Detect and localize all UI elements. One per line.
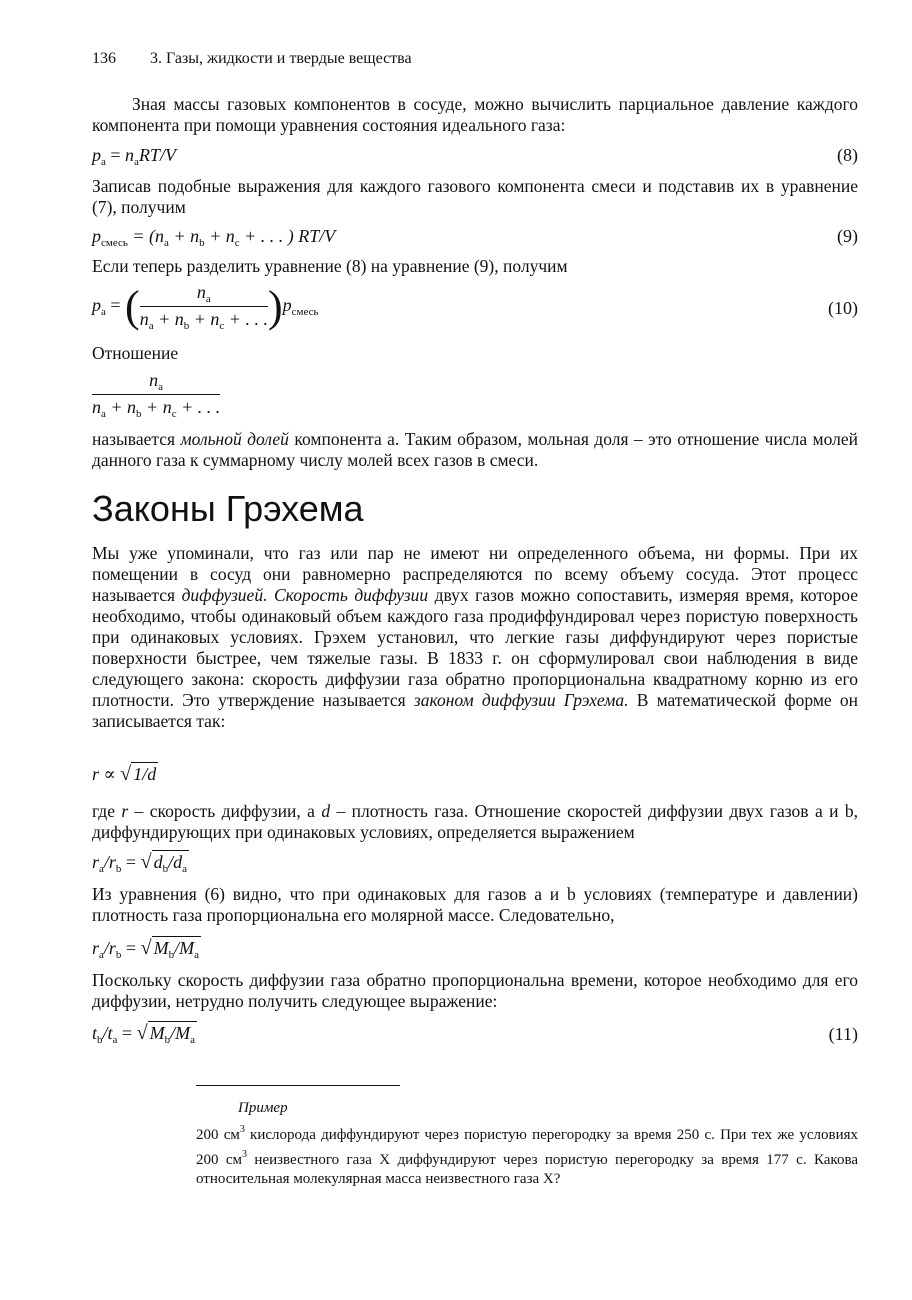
eqd-sqrt xyxy=(141,851,189,875)
eq11-sub-4: a xyxy=(190,1034,195,1046)
ex-sup-1: 3 xyxy=(239,1124,245,1135)
eq9-sub-c: c xyxy=(234,237,240,249)
eqm-equals: = xyxy=(121,938,141,958)
ratio-den-sub-a: a xyxy=(101,408,106,420)
prop-symbol: ∝ xyxy=(99,764,121,784)
equation-9 xyxy=(92,226,335,249)
eq11-slash2: /M xyxy=(170,1023,191,1043)
eq9-rhs: = (n xyxy=(127,226,165,246)
ratio-den-sub-b: b xyxy=(136,408,142,420)
ratio-numerator xyxy=(92,370,220,395)
p6-text-3: двух газов можно сопоставить, измеряя время, которое необходимо, чтобы одинаковый объем каждого газа продиффундировал через пористую поверхность при одинаковых условиях. Грэхем установил, что легкие газы диффундируют через пористые поверхности быстрее, чем тяжелые газы. В 1833 г. он сформулировал свои наблюдения в виде следующего закона: скорость диффузии газа обратно пропорциональна квадратному корню из его плотности. Это утверждение называется xyxy=(92,585,859,710)
eqd-r1: r xyxy=(92,852,100,872)
eq8-sub-a: a xyxy=(101,156,106,168)
paragraph-time-relation: Поскольку скорость диффузии газа обратно пропорциональна времени, которое необходимо для его диффузии, нетрудно получить следующее выражение: xyxy=(92,970,858,1011)
equation-11-number: (11) xyxy=(828,1024,858,1044)
eq8-p: p xyxy=(92,145,101,165)
eqm-sub-2: b xyxy=(115,949,122,961)
eq11-sub-3: b xyxy=(164,1034,171,1046)
equation-9-number: (9) xyxy=(837,226,858,246)
prop-sqrt-arg: 1/d xyxy=(133,764,157,784)
eqm-m1: M xyxy=(153,938,169,958)
eq9-plus-b: + n xyxy=(168,226,200,246)
eqm-sub-1: a xyxy=(99,949,104,961)
p7-text-1: где xyxy=(92,801,122,821)
eq11-slash: /t xyxy=(102,1023,113,1043)
eq11-sub-1: b xyxy=(97,1034,103,1046)
ratio-num-sub: a xyxy=(158,381,164,393)
term-mole-fraction: мольной долей xyxy=(180,429,289,449)
sqrt-sign: √ xyxy=(120,763,132,785)
eq10-num-sub: a xyxy=(205,293,211,305)
eq9-sub-b: b xyxy=(199,237,205,249)
eq10-den-nc: + n xyxy=(189,309,220,329)
eq10-p-mix-sub: смесь xyxy=(291,306,319,319)
page-number: 136 xyxy=(92,50,116,67)
term-graham-law: законом диффузии Грэхема. xyxy=(413,690,629,710)
ratio-den-nc: + n xyxy=(141,397,172,417)
ratio-fraction xyxy=(92,370,220,420)
eq11-t1: t xyxy=(92,1023,98,1043)
eq11-m1: M xyxy=(149,1023,165,1043)
eq10-den-nb: + n xyxy=(153,309,184,329)
ratio-den-na: n xyxy=(92,397,101,417)
paragraph-substitution: Записав подобные выражения для каждого газового компонента смеси и подставив их в уравнение (7), получим xyxy=(92,176,858,217)
eq10-right-paren: ) xyxy=(267,282,283,331)
eqm-sqrt xyxy=(141,937,201,961)
equation-8 xyxy=(92,145,176,168)
equation-rate-mass xyxy=(92,937,201,961)
p7-d: d xyxy=(321,801,331,821)
sqrt-sign: √ xyxy=(140,937,152,959)
eq8-n: n xyxy=(125,145,135,165)
eq10-den-tail: + . . . xyxy=(224,309,268,329)
eq11-sqrt-arg xyxy=(148,1021,197,1046)
eqd-slash: /r xyxy=(103,852,116,872)
ex-text-1: 200 см xyxy=(196,1127,240,1143)
eq10-p: p xyxy=(92,295,101,316)
equation-10-number: (10) xyxy=(828,298,858,318)
eqm-sub-3: b xyxy=(168,949,175,961)
equation-rate-density xyxy=(92,851,189,875)
eq9-plus-c: + n xyxy=(204,226,235,246)
ratio-denominator xyxy=(92,395,220,420)
eq11-sqrt xyxy=(137,1022,197,1046)
eqd-equals: = xyxy=(121,852,141,872)
paragraph-divide: Если теперь разделить уравнение (8) на уравнение (9), получим xyxy=(92,256,568,276)
eq10-equals: = xyxy=(105,295,126,316)
ex-sup-2: 3 xyxy=(242,1149,248,1160)
ex-text-3: неизвестного газа X диффундируют через пористую перегородку за время 177 с. Какова относительная молекулярная масса неизвестного газа X? xyxy=(196,1152,858,1187)
ratio-den-tail: + . . . xyxy=(176,397,221,417)
eqd-sub-2: b xyxy=(115,863,122,875)
chapter-title: 3. Газы, жидкости и твердые вещества xyxy=(150,50,412,67)
eq10-den-sub-a: a xyxy=(148,320,154,332)
eq10-den-sub-c: c xyxy=(219,320,225,332)
prop-sqrt xyxy=(120,763,158,786)
paragraph-partial-pressure: Зная массы газовых компонентов в сосуде, можно вычислить парциальное давление каждого компонента при помощи уравнения состояния идеального газа: xyxy=(92,94,858,135)
paragraph-molar-mass: Из уравнения (6) видно, что при одинаковых для газов a и b условиях (температуре и давлении) плотность газа пропорциональна его молярной массе. Следовательно, xyxy=(92,884,858,925)
eq10-fraction xyxy=(140,282,268,332)
eq11-equals: = xyxy=(117,1023,137,1043)
prop-r: r xyxy=(92,764,100,784)
eqd-sqrt-arg xyxy=(152,850,189,875)
page-header xyxy=(92,50,412,68)
eq10-left-paren: ( xyxy=(125,282,140,331)
sqrt-sign: √ xyxy=(140,851,152,873)
eq10-p-mix: p xyxy=(282,295,292,316)
eq9-sub-a: a xyxy=(164,237,169,249)
eq8-equals: = xyxy=(105,145,126,165)
eqm-r1: r xyxy=(92,938,100,958)
p7-text-2: – скорость диффузии, а xyxy=(128,801,322,821)
p5-after: компонента a. Таким образом, мольная доля – это отношение числа молей данного газа к суммарному числу молей всех газов в смеси. xyxy=(92,429,858,470)
equation-proportionality xyxy=(92,763,158,786)
eq10-numerator xyxy=(140,282,268,307)
eq8-rest: RT/V xyxy=(138,145,176,165)
p6-text-1: Мы уже упоминали, что газ или пар не имеют ни определенного объема, ни формы. При их помещении в сосуд они равномерно распределяются по всему объему сосуда. Этот процесс называется xyxy=(92,543,858,605)
sqrt-sign: √ xyxy=(136,1022,148,1044)
eq10-num-n: n xyxy=(196,282,206,302)
paragraph-ratio-label: Отношение xyxy=(92,343,179,363)
eqm-slash: /r xyxy=(103,938,116,958)
p7-text-3: – плотность газа. Отношение скоростей диффузии двух газов a и b, диффундирующих при одинаковых условиях, определяется выражением xyxy=(92,801,858,842)
eq9-tail: + . . . ) RT/V xyxy=(239,226,336,246)
eqd-d1: d xyxy=(153,852,163,872)
eq9-p: p xyxy=(92,226,101,246)
equation-11 xyxy=(92,1022,197,1046)
eq11-sub-2: a xyxy=(112,1034,118,1046)
paragraph-graham-law xyxy=(92,543,858,732)
eq10-denominator xyxy=(140,307,268,332)
term-diffusion-rate: Скорость диффузии xyxy=(274,585,429,605)
eqm-slash2: /M xyxy=(174,938,195,958)
example-title: Пример xyxy=(238,1100,288,1116)
equation-10 xyxy=(92,282,319,332)
p6-text-4: В математической форме он записывается так: xyxy=(92,690,858,731)
example-body xyxy=(196,1120,858,1189)
eq10-den-sub-b: b xyxy=(183,320,190,332)
mole-fraction-expression xyxy=(92,370,220,420)
eqd-slash2: /d xyxy=(168,852,183,872)
example-divider xyxy=(196,1085,400,1086)
eq8-sub-a2: a xyxy=(134,156,139,168)
eqm-sqrt-arg xyxy=(152,936,201,961)
eq10-den-na: n xyxy=(139,309,149,329)
ratio-den-sub-c: c xyxy=(171,408,177,420)
paragraph-mole-fraction xyxy=(92,429,858,471)
eq9-sub: смесь xyxy=(101,237,128,249)
term-diffusion: диффузией. xyxy=(181,585,268,605)
section-heading: Законы Грэхема xyxy=(92,488,364,529)
paragraph-where-r-d xyxy=(92,801,858,843)
p5-before: называется xyxy=(92,429,181,449)
ratio-num-n: n xyxy=(149,370,159,390)
ex-text-2: кислорода диффундируют через пористую перегородку за время 250 с. При тех же условиях 200 см xyxy=(196,1127,859,1168)
p7-r: r xyxy=(121,801,129,821)
eqd-sub-3: b xyxy=(162,863,169,875)
eqm-sub-4: a xyxy=(194,949,199,961)
eq10-sub: a xyxy=(101,306,106,319)
equation-8-number: (8) xyxy=(837,145,858,165)
eqd-sub-4: a xyxy=(182,863,187,875)
ratio-den-nb: + n xyxy=(105,397,137,417)
eqd-sub-1: a xyxy=(99,863,104,875)
